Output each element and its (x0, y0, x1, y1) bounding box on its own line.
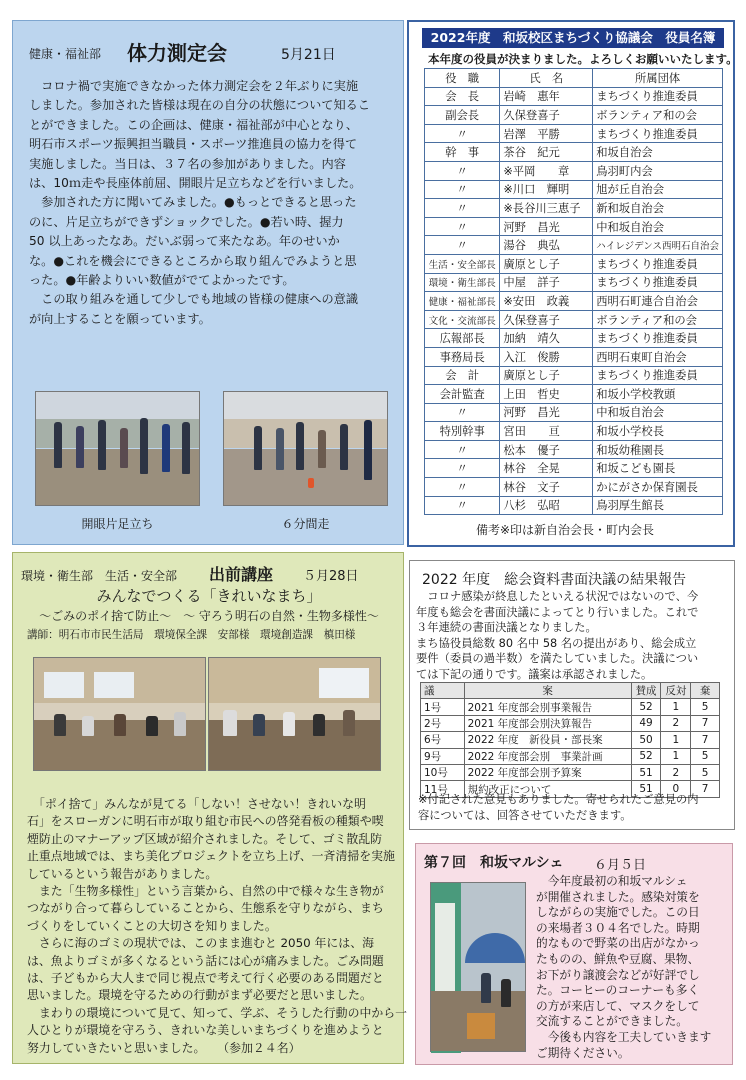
roster-cell: 林谷 文子 (500, 478, 593, 497)
roster-cell: 河野 昌光 (500, 217, 593, 236)
roster-cell: 特別幹事 (425, 422, 500, 441)
fitness-body (29, 77, 401, 329)
body-line: づくりをしていくことの大切さを知りました。 (27, 918, 277, 933)
body-line: の来場者３０４名でした。時期 (536, 920, 700, 935)
roster-cell: まちづくり推進委員 (593, 254, 723, 273)
resolution-cell: 2 (661, 764, 691, 780)
roster-cell: 林谷 全晃 (500, 459, 593, 478)
roster-cell: 〃 (425, 496, 500, 515)
roster-cell: 松本 優子 (500, 440, 593, 459)
roster-cell: ※川口 輝明 (500, 180, 593, 199)
roster-cell: 〃 (425, 478, 500, 497)
roster-cell: 会 長 (425, 87, 500, 106)
resolution-cell: 2021 年度部会別決算報告 (464, 715, 631, 731)
roster-cell: 〃 (425, 217, 500, 236)
roster-cell: 環境・衛生部長 (425, 273, 500, 292)
fitness-article (12, 20, 404, 545)
resolution-cell: 棄 (691, 683, 720, 699)
roster-cell: 旭が丘自治会 (593, 180, 723, 199)
body-line: コロナ感染が終息したといえる状況ではないので、今 (416, 590, 699, 603)
roster-row (425, 273, 723, 292)
resolution-header-row (421, 683, 720, 699)
roster-cell: 廣原とし子 (500, 254, 593, 273)
lecture-tagline: ～ごみのポイ捨て防止～ ～ 守ろう明石の自然・生物多様性～ (39, 609, 379, 623)
roster-cell: 上田 哲史 (500, 385, 593, 404)
roster-cell: ボランティア和の会 (593, 106, 723, 125)
roster-row (425, 87, 723, 106)
body-line: この取り組みを通して少しでも地域の皆様の健康への意識 (29, 292, 359, 307)
roster-cell: 久保登喜子 (500, 106, 593, 125)
resolution-row (421, 764, 720, 780)
body-line: 年度も総会を書面決議によってとり行いました。これで (416, 605, 699, 619)
roster-cell: 鳥羽町内会 (593, 161, 723, 180)
lecture-lecturers: 講師：明石市市民生活局 環境保全課 安部様 環境創造課 槙田様 (27, 629, 356, 641)
body-line: 要件（委員の過半数）を満たしていました。決議につい (416, 652, 699, 666)
body-line: まわりの環境について見て、知って、学ぶ、そうした行動の中から一 (27, 1005, 408, 1020)
body-line: 止重点地域では、まち美化プロジェクトを立ち上げ、一斉清掃を実施 (27, 849, 395, 864)
roster-row (425, 329, 723, 348)
resolution-note-2: 容については、回答させていただきます。 (418, 809, 632, 822)
roster-row (425, 161, 723, 180)
roster-row (425, 106, 723, 125)
resolution-cell: 10号 (421, 764, 465, 780)
lecture-subtitle: みんなでつくる「きれいなまち」 (96, 587, 322, 605)
fitness-photo-6-min-run (223, 391, 388, 506)
roster-row (425, 310, 723, 329)
roster-cell: 会計監査 (425, 385, 500, 404)
roster-row (425, 366, 723, 385)
resolution-cell: 2022 年度部会別予算案 (464, 764, 631, 780)
resolution-row (421, 748, 720, 764)
body-line: ご期待ください。 (536, 1045, 630, 1060)
body-line: つながり合って暮らしていることから、生態系を守りながら、まち (27, 901, 384, 916)
roster-cell: 健康・福祉部長 (425, 292, 500, 311)
roster-cell: 和坂幼稚園長 (593, 440, 723, 459)
roster-row (425, 440, 723, 459)
roster-cell: 会 計 (425, 366, 500, 385)
roster-table (424, 68, 723, 515)
body-line: ３年連続の書面決議となりました。 (416, 621, 597, 635)
body-line: 石」をスローガンに明石市が取り組む市民への啓発看板の種類や喫 (27, 814, 384, 829)
body-line: ては下記の通りです。議案は承認されました。 (416, 667, 653, 681)
roster-cell: 役 職 (425, 69, 500, 88)
roster-row (425, 385, 723, 404)
resolution-cell: 0 (661, 781, 691, 797)
resolution-cell: 49 (631, 715, 661, 731)
body-line: とができました。この企画は、健康・福祉部が中心となり、 (29, 117, 359, 132)
resolution-cell: 52 (631, 699, 661, 715)
body-line: 煙防止のマナーアップ区域が紹介されました。そして、ゴミ散乱防 (27, 831, 383, 846)
resolution-cell: 50 (631, 732, 661, 748)
lecture-photo-right (208, 657, 381, 771)
roster-row (425, 180, 723, 199)
body-line: お下がり譲渡会などが好評でし (536, 967, 700, 982)
roster-cell: 久保登喜子 (500, 310, 593, 329)
roster-cell: 文化・交流部長 (425, 310, 500, 329)
roster-cell: 生活・安全部長 (425, 254, 500, 273)
roster-row (425, 459, 723, 478)
roster-cell: 河野 昌光 (500, 403, 593, 422)
roster-cell: 宮田 亘 (500, 422, 593, 441)
roster-cell: 広報部長 (425, 329, 500, 348)
roster-cell: まちづくり推進委員 (593, 87, 723, 106)
roster-cell: まちづくり推進委員 (593, 124, 723, 143)
roster-cell: 中和坂自治会 (593, 217, 723, 236)
roster-cell: 〃 (425, 236, 500, 255)
body-line: 実施しました。当日は、３７名の参加がありました。内容 (29, 156, 346, 171)
marche-article (415, 843, 733, 1065)
body-line: しながらの実施でした。この日 (536, 905, 700, 920)
resolution-cell: 7 (691, 732, 720, 748)
resolution-cell: 賛成 (631, 683, 661, 699)
roster-cell: 副会長 (425, 106, 500, 125)
resolution-row (421, 699, 720, 715)
fitness-caption-one-leg-stand: 開眼片足立ち (81, 517, 154, 531)
resolution-cell: 1 (661, 748, 691, 764)
roster-intro: 本年度の役員が決まりました。よろしくお願いいたします。 (428, 52, 738, 66)
lecture-photo-left (33, 657, 206, 771)
body-line: 的なもので野菜の出店がなかっ (536, 936, 700, 951)
body-line: が開催されました。感染対策を (536, 889, 700, 904)
resolution-cell: 7 (691, 715, 720, 731)
body-line: た。コーヒーのコーナーも多く (536, 983, 700, 998)
resolution-cell: 1号 (421, 699, 465, 715)
roster-row (425, 347, 723, 366)
resolution-cell: 5 (691, 764, 720, 780)
resolution-cell: 5 (691, 748, 720, 764)
marche-date: ６月５日 (594, 858, 647, 873)
resolution-cell: 51 (631, 781, 661, 797)
body-line: しているという報告がありました。 (27, 866, 218, 881)
roster-cell: 〃 (425, 124, 500, 143)
resolution-cell: 案 (464, 683, 631, 699)
roster-cell: 和坂小学校教頭 (593, 385, 723, 404)
resolution-cell: 2022 年度 新役員・部長案 (464, 732, 631, 748)
roster-cell: 和坂こども園長 (593, 459, 723, 478)
marche-body (536, 874, 732, 1061)
roster-cell: 湯谷 典弘 (500, 236, 593, 255)
lecture-article (12, 552, 408, 1064)
lecture-date: ５月28日 (303, 569, 359, 584)
roster-note: 備考※印は新自治会長・町内会長 (476, 523, 655, 537)
resolution-cell: 6号 (421, 732, 465, 748)
roster-row (425, 124, 723, 143)
body-line: さらに海のゴミの現状では、このまま進むと 2050 年には、海 (27, 936, 374, 951)
body-line: 思いました。環境を守るための行動がまず必要だと思いました。 (27, 988, 372, 1003)
roster-cell: 〃 (425, 403, 500, 422)
roster-cell: ボランティア和の会 (593, 310, 723, 329)
resolution-cell: 5 (691, 699, 720, 715)
body-line: は、魚よりゴミが多くなるという話には心が痛みました。ごみ問題 (27, 953, 384, 968)
roster-row (425, 403, 723, 422)
body-line: 人ひとりが環境を守ろう、きれいな美しいまちづくりを進めようと (27, 1023, 384, 1038)
roster-row (425, 478, 723, 497)
roster-header-row (425, 69, 723, 88)
roster-cell: 和坂自治会 (593, 143, 723, 162)
roster-cell: 氏 名 (500, 69, 593, 88)
roster-cell: 中屋 詳子 (500, 273, 593, 292)
roster-cell: まちづくり推進委員 (593, 329, 723, 348)
fitness-title: 体力測定会 (127, 41, 227, 65)
body-line: 今後も内容を工夫していきます (536, 1029, 712, 1044)
roster-cell: 鳥羽厚生館長 (593, 496, 723, 515)
resolution-cell: 議 (421, 683, 465, 699)
fitness-photo-one-leg-stand (35, 391, 200, 506)
resolution-cell: 規約改正について (464, 781, 631, 797)
body-line: たものの、鮮魚や豆腐、果物、 (536, 951, 700, 966)
body-line: まち協役員総数 80 名中 58 名の提出があり、総会成立 (416, 636, 697, 650)
resolution-row (421, 732, 720, 748)
body-line: 今年度最初の和坂マルシェ (536, 874, 688, 888)
roster-cell: 〃 (425, 161, 500, 180)
body-line: った。●年齢よりいい数値がでてよかったです。 (29, 273, 295, 288)
roster-cell: 幹 事 (425, 143, 500, 162)
lecture-body (27, 796, 408, 1057)
roster-row (425, 143, 723, 162)
resolution-cell: 1 (661, 699, 691, 715)
roster-cell: ※長谷川三恵子 (500, 199, 593, 218)
roster-cell: 加納 靖久 (500, 329, 593, 348)
body-line: のに、片足立ちができずショックでした。●若い時、握力 (29, 214, 344, 229)
body-line: の方が来店して、マスクをして (536, 998, 700, 1013)
resolution-cell: 9号 (421, 748, 465, 764)
roster-cell: 中和坂自治会 (593, 403, 723, 422)
body-line: 参加された方に聞いてみました。●もっとできると思った (29, 195, 357, 210)
roster-cell: 八杉 弘昭 (500, 496, 593, 515)
roster-cell: 新和坂自治会 (593, 199, 723, 218)
roster-cell: 〃 (425, 440, 500, 459)
roster-cell: 岩崎 惠年 (500, 87, 593, 106)
body-line: は、10ｍ走や長座体前屈、開眼片足立ちなどを行いました。 (29, 176, 362, 191)
roster-row (425, 496, 723, 515)
roster-cell: ハイレジデンス西明石自治会 (593, 236, 723, 255)
roster-row (425, 217, 723, 236)
resolution-cell: 52 (631, 748, 661, 764)
roster-row (425, 236, 723, 255)
lecture-title: 出前講座 (209, 565, 274, 584)
resolution-cell: 2022 年度部会別 事業計画 (464, 748, 631, 764)
roster-cell: 〃 (425, 180, 500, 199)
roster-row (425, 292, 723, 311)
marche-title: 第７回 和坂マルシェ (424, 855, 564, 871)
body-line: が向上することを願っています。 (29, 311, 211, 326)
roster-heading: 2022年度 和坂校区まちづくり協議会 役員名簿 (422, 28, 724, 48)
resolution-cell: 2号 (421, 715, 465, 731)
roster-cell: ※安田 政義 (500, 292, 593, 311)
roster-cell: 〃 (425, 199, 500, 218)
body-line: コロナ禍で実施できなかった体力測定会を２年ぶりに実施 (29, 79, 359, 93)
roster-cell: 〃 (425, 459, 500, 478)
fitness-dept: 健康・福祉部 (29, 47, 102, 61)
roster-cell: 岩澤 平勝 (500, 124, 593, 143)
resolution-cell: 11号 (421, 781, 465, 797)
resolution-cell: 7 (691, 781, 720, 797)
resolution-cell: 1 (661, 732, 691, 748)
roster-cell: かにがさか保育園長 (593, 478, 723, 497)
roster-cell: まちづくり推進委員 (593, 273, 723, 292)
body-line: しました。参加された皆様は現在の自分の状態について知るこ (29, 98, 371, 113)
resolution-cell: 反対 (661, 683, 691, 699)
body-line: 50 以上あったなあ。だいぶ弱って来たなあ。年のせいか (29, 234, 340, 249)
body-line: 努力していきたいと思いました。 （参加２４名） (27, 1040, 301, 1055)
resolution-cell: 51 (631, 764, 661, 780)
body-line: 交流することができました。 (536, 1014, 688, 1029)
body-line: は、子どもから大人まで同じ視点で考えて行く必要のある問題だと (27, 971, 384, 986)
roster-cell: 廣原とし子 (500, 366, 593, 385)
lecture-dept: 環境・衛生部 生活・安全部 (21, 569, 178, 583)
resolution-note-1: ※付記された意見もありました。寄せられたご意見の内 (418, 793, 699, 806)
resolution-row (421, 715, 720, 731)
roster-row (425, 199, 723, 218)
roster-cell: 事務局長 (425, 347, 500, 366)
resolution-title: 2022 年度 総会資料書面決議の結果報告 (422, 572, 687, 588)
roster-row (425, 422, 723, 441)
resolution-cell: 2 (661, 715, 691, 731)
resolution-table (420, 682, 720, 798)
roster-cell: まちづくり推進委員 (593, 366, 723, 385)
body-line: 「ポイ捨て」みんなが見てる「しない！させない！きれいな明 (27, 797, 366, 811)
roster-cell: 茶谷 紀元 (500, 143, 593, 162)
roster-cell: 所属団体 (593, 69, 723, 88)
roster-cell: 和坂小学校長 (593, 422, 723, 441)
marche-photo (430, 882, 526, 1052)
fitness-caption-6-min-run: ６分間走 (281, 517, 330, 531)
roster-cell: 入江 俊勝 (500, 347, 593, 366)
roster-cell: 西明石町連合自治会 (593, 292, 723, 311)
roster-row (425, 254, 723, 273)
body-line: 明石市スポーツ振興担当職員・スポーツ推進員の協力を得て (29, 137, 358, 152)
body-line: また「生物多様性」という言葉から、自然の中で様々な生き物が (27, 884, 384, 899)
fitness-date: 5月21日 (281, 47, 336, 63)
resolution-cell: 2021 年度部会別事業報告 (464, 699, 631, 715)
roster-cell: ※平岡 章 (500, 161, 593, 180)
body-line: な。●これを機会にできるところから取り組んでみようと思 (29, 253, 357, 268)
resolution-body (416, 589, 734, 683)
roster-cell: 西明石東町自治会 (593, 347, 723, 366)
